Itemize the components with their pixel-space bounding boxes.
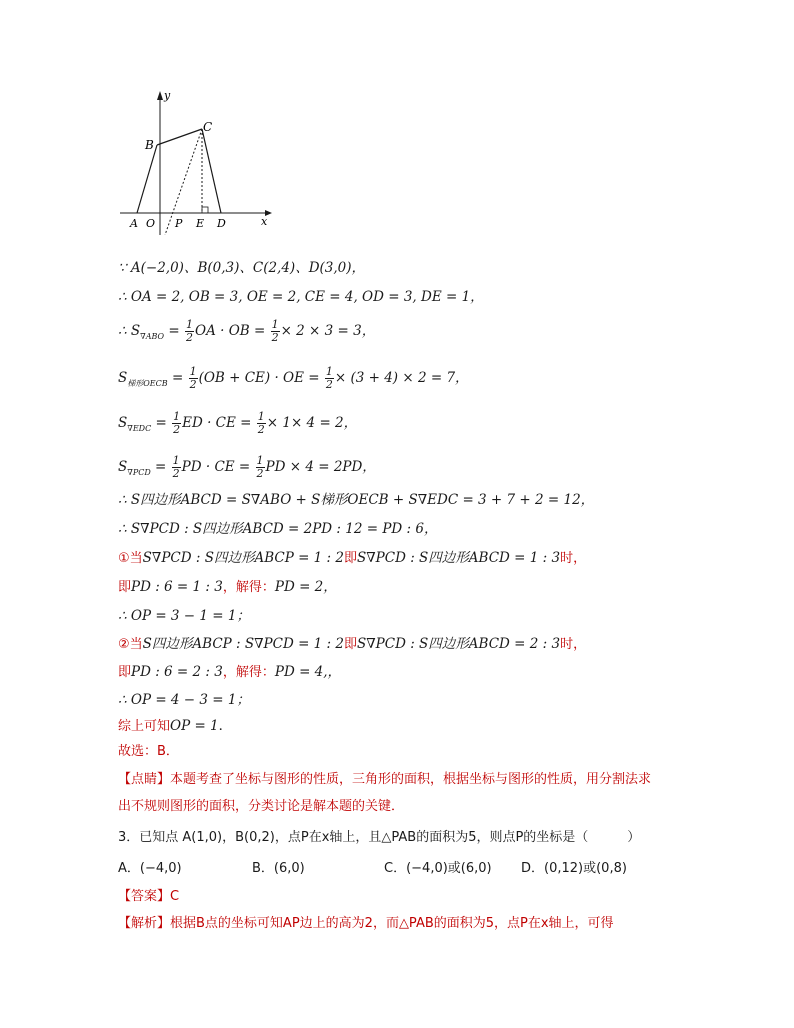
line-comment: 【点睛】本题考查了坐标与图形的性质，三角形的面积，根据坐标与图形的性质，用分割法求 — [118, 772, 652, 787]
option-d: D．(0,12)或(0,8) — [521, 861, 627, 876]
line-area-pcd: $S_{\nabla PCD}$ = $\frac{1}{2}$ PD · CE = $\frac{1}{2}$ PD × 4 = 2PD， — [118, 454, 376, 480]
line-given-coordinates: ∵ A(−2,0)、B(0,3)、C(2,4)、D(3,0)， — [118, 260, 366, 276]
line-case-two-result: ∴ OP = 4 − 3 = 1； — [118, 692, 250, 708]
line-comment-cont: 出不规则图形的面积，分类讨论是解本题的关键． — [118, 799, 405, 814]
line-case-one-solve: 即PD : 6 = 1 : 3，解得：PD = 2， — [118, 579, 337, 595]
label-d: D — [217, 217, 226, 230]
line-conclusion: 综上可知OP = 1． — [118, 718, 233, 734]
label-a: A — [130, 217, 138, 230]
line-lengths: ∴ OA = 2, OB = 3, OE = 2, CE = 4, OD = 3, DE = 1， — [118, 289, 484, 305]
line-case-one: ①当S∇PCD : S四边形ABCP = 1 : 2即S∇PCD : S四边形ABCD = 1 : 3时， — [118, 550, 587, 566]
line-area-edc: $S_{\nabla EDC}$ = $\frac{1}{2}$ ED · CE = $\frac{1}{2}$ × 1× 4 = 2， — [118, 410, 358, 436]
line-choose: 故选：B． — [118, 744, 179, 759]
label-e: E — [196, 217, 205, 230]
label-c: C — [203, 120, 213, 134]
label-y: y — [164, 89, 171, 102]
line-area-trapezoid: $S_{梯形OECB}$ = $\frac{1}{2}$ (OB + CE) · OE = $\frac{1}{2}$ × (3 + 4) × 2 = 7， — [118, 365, 469, 391]
line-case-one-result: ∴ OP = 3 − 1 = 1； — [118, 608, 250, 624]
option-b: B．(6,0) — [252, 861, 305, 876]
segment-bc — [157, 129, 202, 145]
right-angle-mark — [202, 207, 208, 213]
line-case-two: ②当S四边形ABCP : S∇PCD = 1 : 2即S∇PCD : S四边形ABCD = 2 : 3时， — [118, 636, 587, 652]
segment-cd — [202, 129, 221, 213]
label-p: P — [175, 217, 183, 230]
answer-line: 【答案】C — [118, 889, 180, 904]
question-3: 3．已知点 A(1,0)，B(0,2)，点P在x轴上，且△PAB的面积为5，则点P的坐标是（ ） — [118, 830, 641, 845]
label-o: O — [146, 217, 156, 230]
option-c: C．(−4,0)或(6,0) — [384, 861, 492, 876]
option-a: A．(−4,0) — [118, 861, 182, 876]
y-axis-arrow — [157, 91, 163, 100]
label-b: B — [145, 138, 154, 152]
line-area-abo: ∴ $S_{\nabla ABO}$ = $\frac{1}{2}$ OA · OB = $\frac{1}{2}$ × 2 × 3 = 3， — [118, 318, 376, 344]
line-ratio: ∴ S∇PCD : S四边形ABCD = 2PD : 12 = PD : 6， — [118, 521, 438, 537]
line-area-abcd: ∴ S四边形ABCD = S∇ABO + S梯形OECB + S∇EDC = 3 + 7 + 2 = 12， — [118, 492, 595, 508]
label-x: x — [261, 215, 268, 228]
segment-ab — [137, 145, 157, 213]
coordinate-figure — [115, 85, 285, 235]
explanation-line: 【解析】根据B点的坐标可知AP边上的高为2，而△PAB的面积为5，点P在x轴上，可得 — [118, 916, 614, 931]
line-case-two-solve: 即PD : 6 = 2 : 3，解得：PD = 4,， — [118, 664, 342, 680]
